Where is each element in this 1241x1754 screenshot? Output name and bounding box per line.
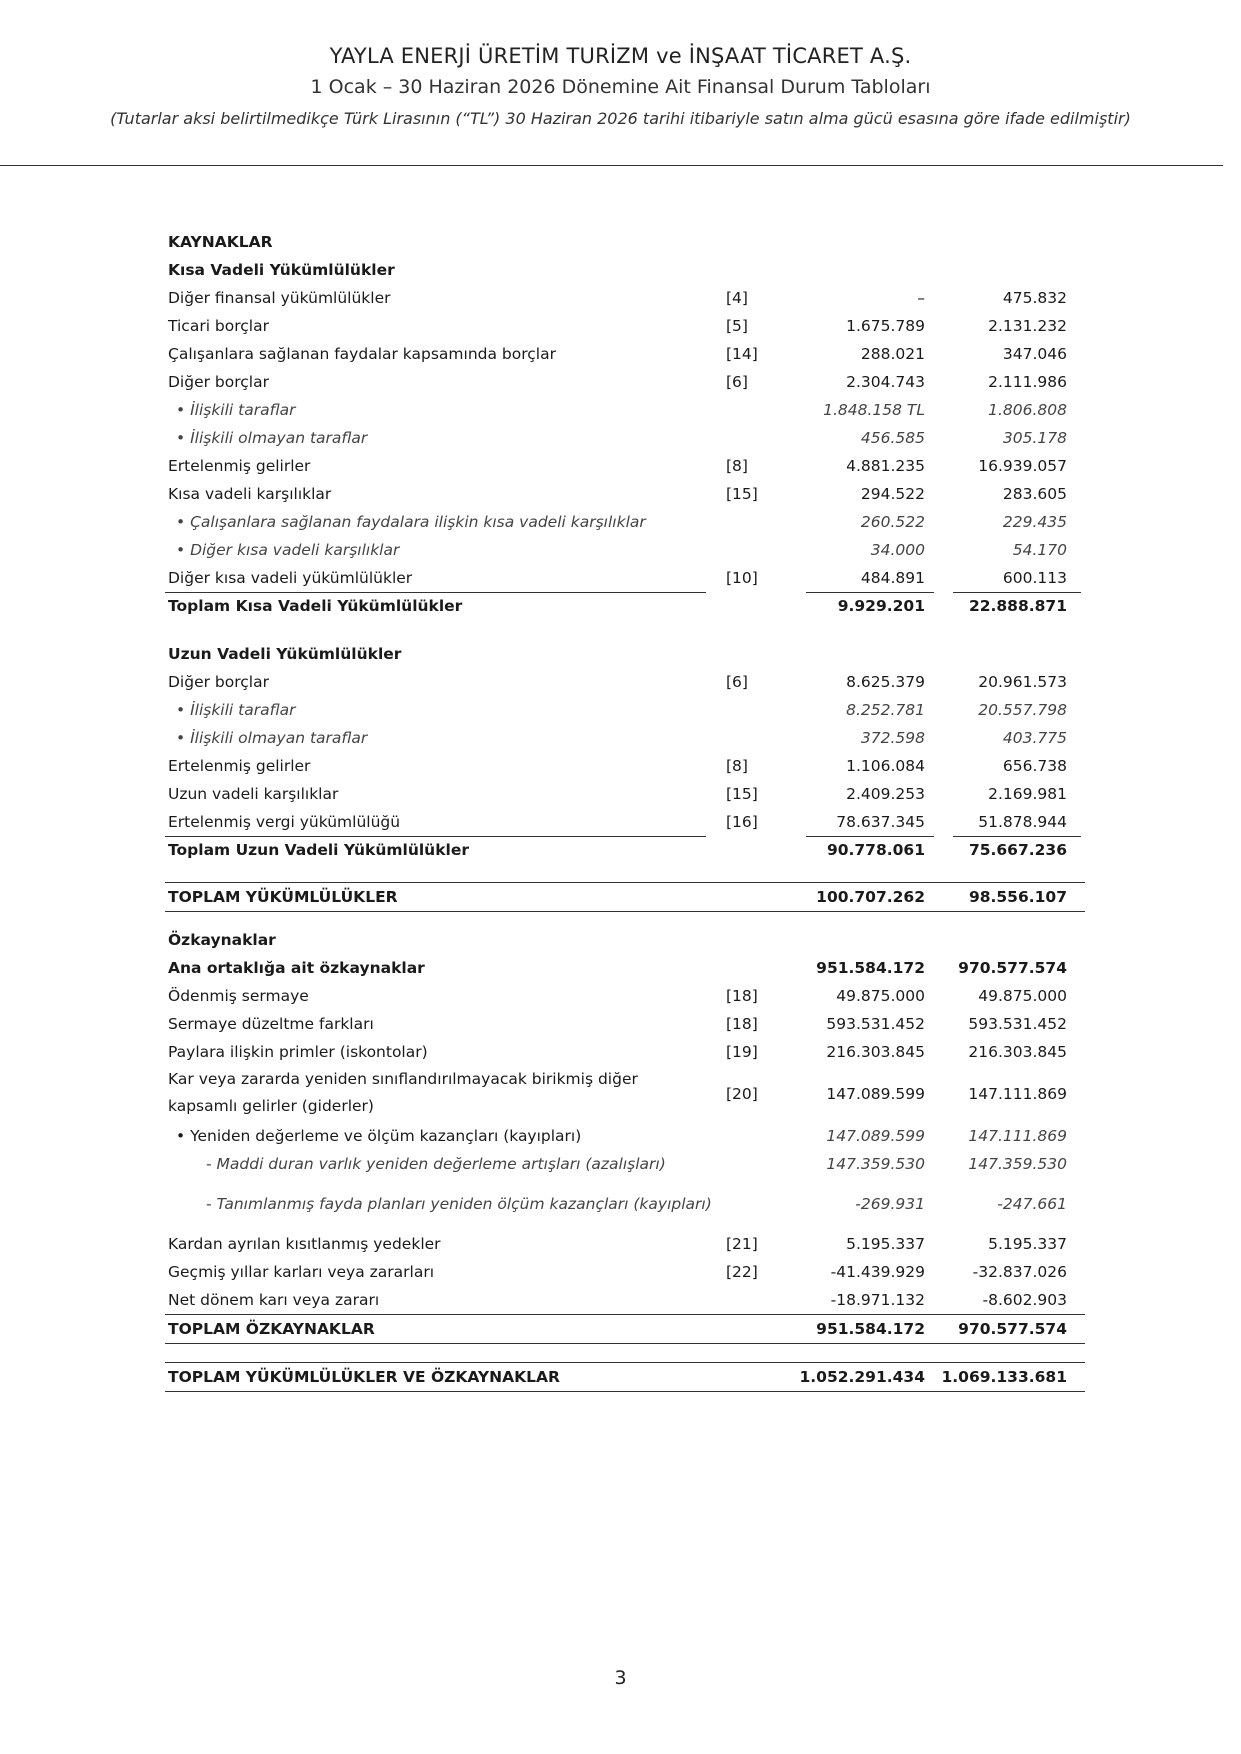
- row-label: Toplam Uzun Vadeli Yükümlülükler: [168, 841, 469, 859]
- grand-total-row: [165, 1362, 1085, 1392]
- row-value-current: 260.522: [860, 513, 925, 531]
- row-value-prior: 970.577.574: [958, 959, 1067, 977]
- row-value-current: 1.675.789: [846, 317, 925, 335]
- row-label: TOPLAM YÜKÜMLÜLÜKLER: [168, 888, 398, 906]
- table-row: [165, 1038, 1085, 1066]
- row-value-prior: -247.661: [997, 1195, 1067, 1213]
- row-note: [8]: [726, 757, 748, 775]
- row-value-prior: 2.131.232: [988, 317, 1067, 335]
- row-note: [16]: [726, 813, 758, 831]
- row-value-current: 288.021: [860, 345, 925, 363]
- row-value-current: 5.195.337: [846, 1235, 925, 1253]
- row-note: [4]: [726, 289, 748, 307]
- row-value-current: –: [917, 289, 925, 307]
- row-note: [18]: [726, 1015, 758, 1033]
- row-value-prior: 600.113: [1002, 569, 1067, 587]
- total-row: [165, 882, 1085, 912]
- row-label: Ertelenmiş gelirler: [168, 757, 311, 775]
- table-row: [165, 1190, 1085, 1218]
- table-row: [165, 1122, 1085, 1150]
- row-label: Diğer finansal yükümlülükler: [168, 289, 391, 307]
- row-label: Diğer borçlar: [168, 673, 269, 691]
- spacer: [165, 912, 1085, 926]
- row-note: [22]: [726, 1263, 758, 1281]
- subtotal-row: [165, 592, 1085, 620]
- header-divider: [0, 165, 1223, 166]
- row-value-current: 951.584.172: [816, 959, 925, 977]
- section-kisa-vadeli: Kısa Vadeli Yükümlülükler: [168, 261, 395, 279]
- row-value-prior: 216.303.845: [968, 1043, 1067, 1061]
- row-label: • Çalışanlara sağlanan faydalara ilişkin kısa vadeli karşılıklar: [176, 513, 646, 531]
- row-label: Ticari borçlar: [168, 317, 269, 335]
- table-row: [165, 508, 1085, 536]
- row-note: [20]: [726, 1085, 758, 1103]
- row-note: [19]: [726, 1043, 758, 1061]
- row-value-prior: -8.602.903: [982, 1291, 1067, 1309]
- table-row: [165, 752, 1085, 780]
- total-row: [165, 1314, 1085, 1343]
- table-row: [165, 452, 1085, 480]
- row-value-current: -41.439.929: [830, 1263, 925, 1281]
- row-label: Paylara ilişkin primler (iskontolar): [168, 1043, 428, 1061]
- section-heading: [165, 640, 1085, 668]
- table-row: [165, 424, 1085, 452]
- row-value-current: 8.252.781: [846, 701, 925, 719]
- row-value-prior: 305.178: [1002, 429, 1067, 447]
- row-value-current: 147.359.530: [826, 1155, 925, 1173]
- table-row: [165, 480, 1085, 508]
- row-note: [10]: [726, 569, 758, 587]
- row-note: [21]: [726, 1235, 758, 1253]
- table-row: [165, 1010, 1085, 1038]
- table-row: [165, 1230, 1085, 1258]
- table-row: [165, 982, 1085, 1010]
- row-value-prior: 970.577.574: [958, 1320, 1067, 1338]
- row-value-prior: 347.046: [1002, 345, 1067, 363]
- page-number: 3: [614, 1667, 627, 1689]
- section-ozkaynaklar: Özkaynaklar: [168, 931, 276, 949]
- balance-sheet-table: [165, 228, 1085, 1392]
- spacer: [165, 620, 1085, 640]
- table-row: [165, 284, 1085, 312]
- row-value-prior: 2.111.986: [988, 373, 1067, 391]
- row-label: • İlişkili taraflar: [176, 401, 296, 419]
- row-label: Ertelenmiş gelirler: [168, 457, 311, 475]
- row-note: [8]: [726, 457, 748, 475]
- row-value-prior: 147.111.869: [968, 1127, 1067, 1145]
- table-row: [165, 808, 1085, 836]
- section-uzun-vadeli: Uzun Vadeli Yükümlülükler: [168, 645, 402, 663]
- row-value-prior: 593.531.452: [968, 1015, 1067, 1033]
- row-value-current: 216.303.845: [826, 1043, 925, 1061]
- row-label: Ana ortaklığa ait özkaynaklar: [168, 959, 425, 977]
- row-value-current: 147.089.599: [826, 1127, 925, 1145]
- row-value-current: 49.875.000: [836, 987, 925, 1005]
- row-value-prior: 54.170: [1012, 541, 1067, 559]
- report-subtitle: 1 Ocak – 30 Haziran 2026 Dönemine Ait Finansal Durum Tabloları: [310, 76, 931, 98]
- row-note: [6]: [726, 373, 748, 391]
- table-row: [165, 696, 1085, 724]
- table-row: [165, 668, 1085, 696]
- table-row: [165, 340, 1085, 368]
- row-value-current: 4.881.235: [846, 457, 925, 475]
- row-value-prior: 283.605: [1002, 485, 1067, 503]
- row-value-current: 9.929.201: [837, 597, 925, 615]
- row-label: TOPLAM ÖZKAYNAKLAR: [168, 1320, 375, 1338]
- section-heading: [165, 228, 1085, 256]
- table-row: [165, 1258, 1085, 1286]
- row-value-prior: 5.195.337: [988, 1235, 1067, 1253]
- row-value-current: 147.089.599: [826, 1085, 925, 1103]
- row-label: TOPLAM YÜKÜMLÜLÜKLER VE ÖZKAYNAKLAR: [168, 1368, 560, 1386]
- row-value-prior: 49.875.000: [978, 987, 1067, 1005]
- row-label: Sermaye düzeltme farkları: [168, 1015, 374, 1033]
- table-row: [165, 1150, 1085, 1178]
- table-row: [165, 564, 1085, 592]
- row-value-prior: 22.888.871: [968, 597, 1067, 615]
- row-value-current: 8.625.379: [846, 673, 925, 691]
- row-value-prior: 147.111.869: [968, 1085, 1067, 1103]
- table-row: [165, 396, 1085, 424]
- section-heading: [165, 926, 1085, 954]
- row-value-current: 294.522: [860, 485, 925, 503]
- row-value-prior: 2.169.981: [988, 785, 1067, 803]
- row-note: [15]: [726, 785, 758, 803]
- row-label: Kardan ayrılan kısıtlanmış yedekler: [168, 1235, 441, 1253]
- table-row: [165, 1286, 1085, 1314]
- row-value-prior: 147.359.530: [968, 1155, 1067, 1173]
- row-value-current: 484.891: [860, 569, 925, 587]
- row-label: • İlişkili olmayan taraflar: [176, 429, 368, 447]
- row-note: [6]: [726, 673, 748, 691]
- row-label: Ertelenmiş vergi yükümlülüğü: [168, 813, 401, 831]
- row-value-current: 2.304.743: [846, 373, 925, 391]
- row-value-current: -269.931: [855, 1195, 925, 1213]
- row-label: - Maddi duran varlık yeniden değerleme artışları (azalışları): [206, 1155, 666, 1173]
- row-label: Geçmiş yıllar karları veya zararları: [168, 1263, 435, 1281]
- spacer: [165, 864, 1085, 882]
- table-row: [165, 780, 1085, 808]
- table-row: [165, 536, 1085, 564]
- row-value-current: 34.000: [870, 541, 925, 559]
- row-value-prior: 475.832: [1002, 289, 1067, 307]
- spacer: [165, 1218, 1085, 1230]
- company-title: YAYLA ENERJİ ÜRETİM TURİZM ve İNŞAAT TİCARET A.Ş.: [329, 44, 912, 68]
- row-value-current: 2.409.253: [846, 785, 925, 803]
- row-note: [5]: [726, 317, 748, 335]
- row-label: Diğer kısa vadeli yükümlülükler: [168, 569, 413, 587]
- row-value-prior: 403.775: [1002, 729, 1067, 747]
- row-value-prior: 16.939.057: [978, 457, 1067, 475]
- row-note: [14]: [726, 345, 758, 363]
- row-label: Diğer borçlar: [168, 373, 269, 391]
- row-value-prior: 98.556.107: [968, 888, 1067, 906]
- row-value-prior: 1.806.808: [988, 401, 1067, 419]
- row-value-current: 593.531.452: [826, 1015, 925, 1033]
- row-value-current: 1.848.158 TL: [823, 401, 925, 419]
- subtotal-row: [165, 836, 1085, 864]
- row-note: [18]: [726, 987, 758, 1005]
- row-label: Uzun vadeli karşılıklar: [168, 785, 339, 803]
- row-value-prior: 20.557.798: [978, 701, 1067, 719]
- section-kaynaklar: KAYNAKLAR: [168, 233, 273, 251]
- table-row: [165, 954, 1085, 982]
- row-value-prior: -32.837.026: [972, 1263, 1067, 1281]
- row-label: • Yeniden değerleme ve ölçüm kazançları (kayıpları): [176, 1127, 582, 1145]
- table-row: [165, 724, 1085, 752]
- row-value-prior: 656.738: [1002, 757, 1067, 775]
- table-row: [165, 1066, 1085, 1122]
- row-value-prior: 20.961.573: [978, 673, 1067, 691]
- row-value-prior: 229.435: [1002, 513, 1067, 531]
- row-label: • İlişkili olmayan taraflar: [176, 729, 368, 747]
- row-value-current: 1.106.084: [846, 757, 925, 775]
- row-value-current: 372.598: [860, 729, 925, 747]
- row-value-current: 90.778.061: [826, 841, 925, 859]
- row-value-current: 78.637.345: [836, 813, 925, 831]
- spacer: [165, 1178, 1085, 1190]
- row-label: • Diğer kısa vadeli karşılıklar: [176, 541, 400, 559]
- row-value-current: -18.971.132: [830, 1291, 925, 1309]
- row-label: Çalışanlara sağlanan faydalar kapsamında borçlar: [168, 345, 556, 363]
- row-value-prior: 75.667.236: [968, 841, 1067, 859]
- row-label: • İlişkili taraflar: [176, 701, 296, 719]
- row-label: Net dönem karı veya zararı: [168, 1291, 380, 1309]
- table-row: [165, 312, 1085, 340]
- row-label: Toplam Kısa Vadeli Yükümlülükler: [168, 597, 463, 615]
- row-value-current: 951.584.172: [816, 1320, 925, 1338]
- row-label: Ödenmiş sermaye: [168, 987, 309, 1005]
- currency-note: (Tutarlar aksi belirtilmedikçe Türk Lirasının (“TL”) 30 Haziran 2026 tarihi itibariyle satın alma gücü esasına göre ifade edilmiştir): [110, 109, 1131, 128]
- section-heading: [165, 256, 1085, 284]
- row-label: Kısa vadeli karşılıklar: [168, 485, 332, 503]
- row-note: [15]: [726, 485, 758, 503]
- row-value-current: 456.585: [860, 429, 925, 447]
- row-label: - Tanımlanmış fayda planları yeniden ölçüm kazançları (kayıpları): [206, 1195, 712, 1213]
- row-value-current: 100.707.262: [816, 888, 925, 906]
- row-value-current: 1.052.291.434: [799, 1368, 925, 1386]
- table-row: [165, 368, 1085, 396]
- spacer: [165, 1343, 1085, 1362]
- row-value-prior: 51.878.944: [978, 813, 1067, 831]
- row-value-prior: 1.069.133.681: [941, 1368, 1067, 1386]
- row-label: Kar veya zararda yeniden sınıflandırılmayacak birikmiş diğer kapsamlı gelirler (giderler): [168, 1070, 638, 1115]
